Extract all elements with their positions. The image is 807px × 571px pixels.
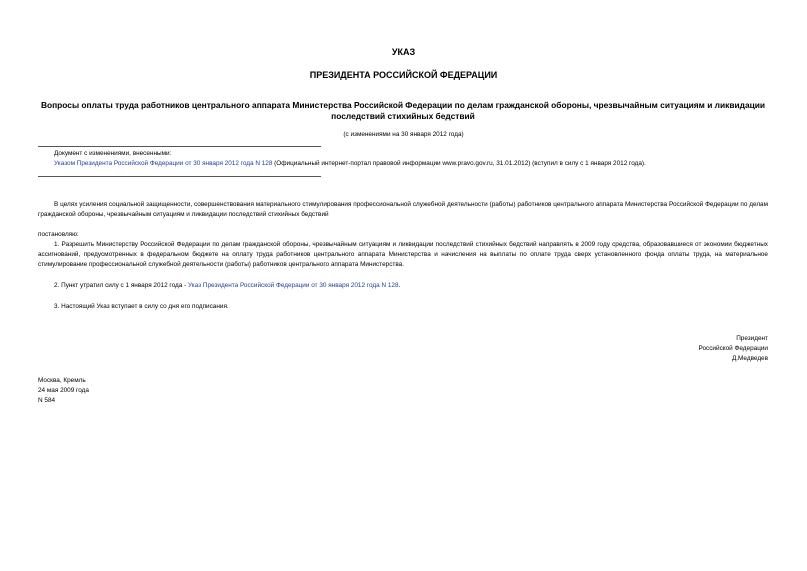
item-2-text: 2. Пункт утратил силу с 1 января 2012 года - [54,282,188,289]
decree-heading: УКАЗ [391,47,416,57]
place-date-block [38,376,238,406]
date: 24 мая 2009 года [38,387,89,394]
resolve-paragraph: постановляю: [38,231,79,238]
changes-note: (с изменениями на 30 января 2012 года) [343,131,464,138]
amendments-intro: Документ с изменениями, внесенными: [54,150,172,157]
item-2-link[interactable]: Указ Президента Российской Федерации от 30 января 2012 года N 128 [188,282,399,289]
item-3-paragraph: 3. Настоящий Указ вступает в силу со дня его подписания. [54,303,229,310]
amendment-details: (Официальный интернет-портал правовой информации www.pravo.gov.ru, 31.01.2012) (вступил в силу с 1 января 2012 года). [272,160,646,167]
signature-title: Президент [736,335,768,342]
amendments-bottom-rule [38,176,321,177]
signature-name: Д.Медведев [731,355,768,362]
place: Москва, Кремль [38,377,86,384]
signature-country: Российской Федерации [698,345,768,352]
item-2-paragraph [38,281,768,291]
item-1-paragraph: 1. Разрешить Министерству Российской Федерации по делам гражданской обороны, чрезвычайным ситуациям и ликвидации последствий стихийных бедствий направлять в 2009 году средства, образовавшиеся от экономии бюджетных ассигнований, предусмотренных в федеральном бюджете на оплату труда работников центрального аппарата Министерства и начисления на выплаты по оплате труда сверх установленного фонда оплаты труда, на материальное стимулирование профессиональной служебной деятельности (работы) работников центрального аппарата Министерства. [38,241,768,268]
amendments-top-rule [38,146,321,147]
amendment-link[interactable]: Указом Президента Российской Федерации от 30 января 2012 года N 128 [54,160,273,167]
preamble-paragraph: В целях усиления социальной защищенности, совершенствования материального стимулирования профессиональной служебной деятельности (работы) работников центрального аппарата Министерства Российской Федерации по делам гражданской обороны, чрезвычайным ситуациям и ликвидации последствий стихийных бедствий [38,201,768,218]
signature-block [568,334,768,364]
item-2-end: . [398,282,401,289]
issuer-heading: ПРЕЗИДЕНТА РОССИЙСКОЙ ФЕДЕРАЦИИ [309,70,498,80]
amendments-line [54,160,646,168]
document-title: Вопросы оплаты труда работников центрального аппарата Министерства Российской Федерации по делам гражданской обороны, чрезвычайным ситуациям и ликвидации последствий стихийных бедствий [40,100,766,121]
decree-number: N 584 [38,397,56,404]
